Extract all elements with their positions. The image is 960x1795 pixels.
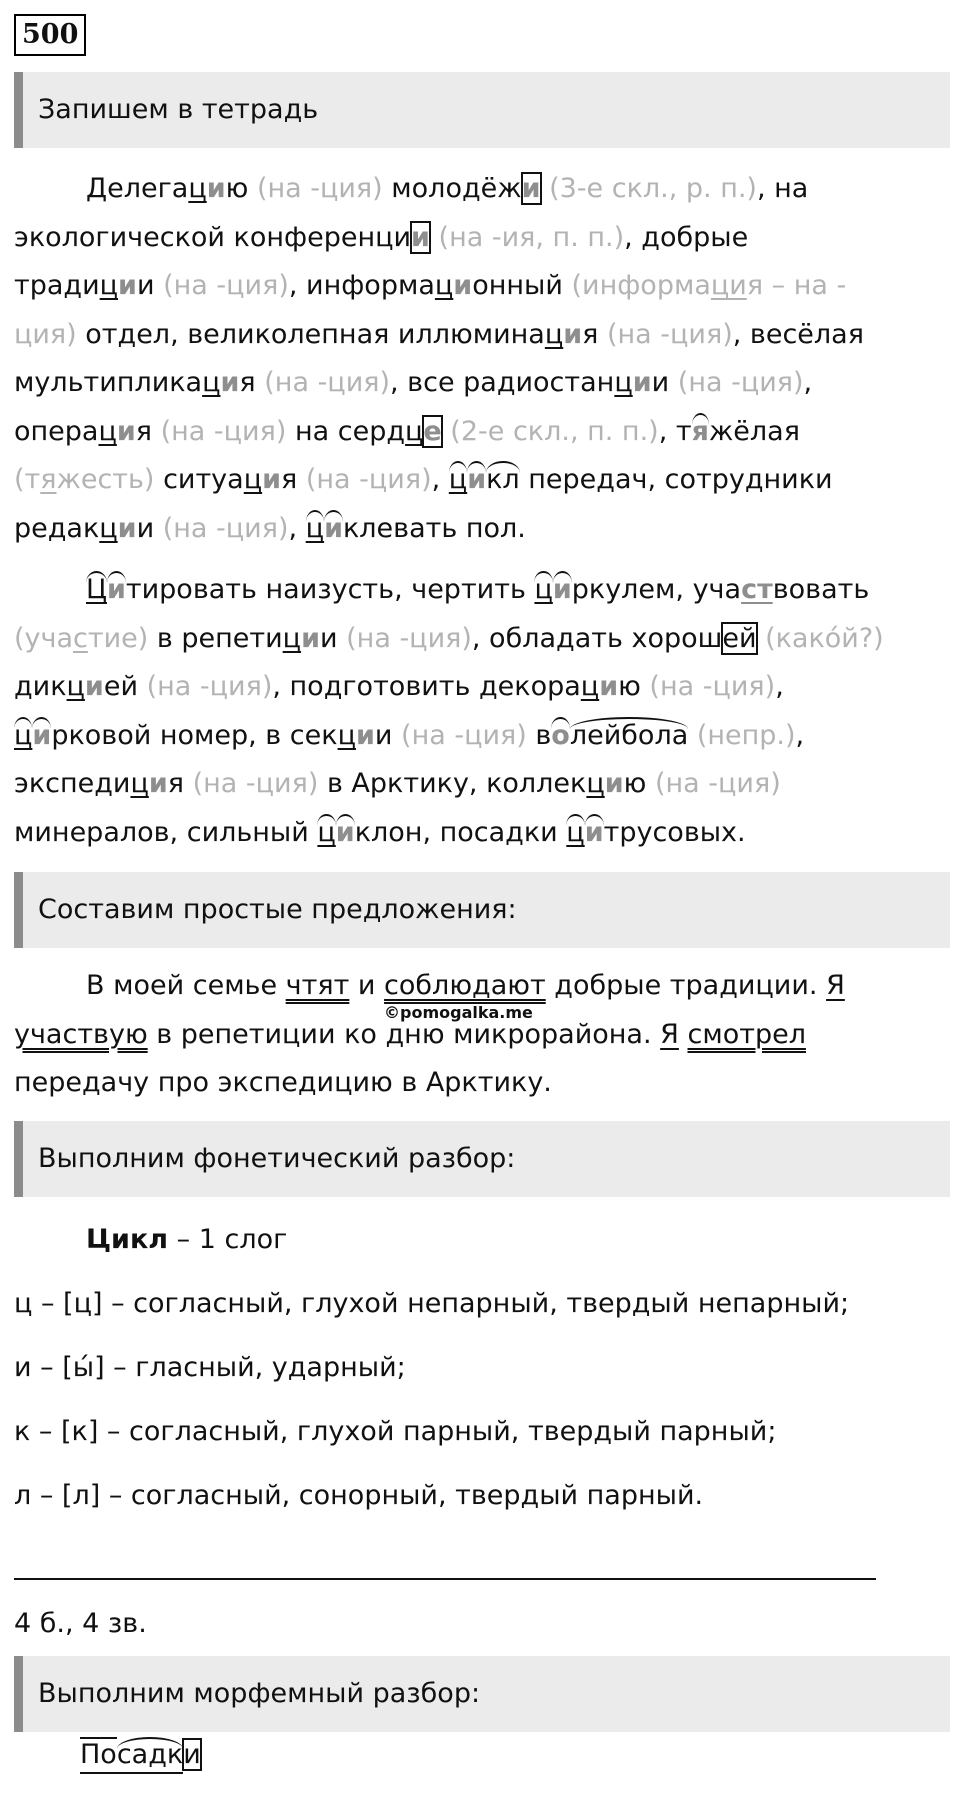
section-header-sentences: Составим простые предложения: [14, 872, 950, 948]
phonetic-summary: 4 б., 4 зв. [14, 1608, 147, 1639]
section-header-morpheme: Выполним морфемный разбор: [14, 1656, 950, 1732]
sentences-paragraph: В моей семье чтят и соблюдают добрые традиции. Я участвую в репетиции ко дню микрорайона. Я смотрел передачу про экспедицию в Арктику. [14, 970, 845, 1098]
subject: Я [660, 1018, 679, 1050]
subject: Я [826, 970, 845, 1001]
phonetic-row: л – [л] – согласный, сонорный, твердый парный. [14, 1480, 704, 1511]
predicate: соблюдают [384, 970, 546, 1001]
paragraph-1: Делегацию (на -ция) молодёжи (3-е скл., р. п.), на экологической конференции (на -ия, п. п.), добрые традиции (на -ция), информационный (информация – на - ция) отдел, великолепная иллюминация (на -ция), весёлая мультипликация (на -ция), все радиостанции (на -ция), операция (на -ция) на сердце (2-е скл., п. п.), тяжёлая (тяжесть) ситуация (на -ция), цикл передач, сотрудники редакции (на -ция), циклевать пол. [14, 173, 864, 544]
section-header-notebook: Запишем в тетрадь [14, 72, 950, 148]
phonetic-word: Цикл [86, 1224, 169, 1255]
watermark: ©pomogalka.me [384, 1003, 533, 1022]
ending: и [183, 1739, 201, 1770]
exercise-number: 500 [14, 14, 86, 56]
root: садк [116, 1739, 184, 1770]
predicate: участвую [14, 1018, 148, 1050]
phonetic-row: ц – [ц] – согласный, глухой непарный, твердый непарный; [14, 1288, 850, 1319]
prefix: По [80, 1739, 117, 1770]
predicate: чтят [285, 970, 350, 1001]
morpheme-word [80, 1735, 201, 1775]
phonetic-row: к – [к] – согласный, глухой парный, твердый парный; [14, 1416, 777, 1447]
phonetic-row: и – [ы́] – гласный, ударный; [14, 1352, 406, 1383]
predicate: смотрел [687, 1018, 806, 1050]
divider-line [14, 1578, 876, 1580]
phonetic-word-line: Цикл – 1 слог [86, 1224, 288, 1255]
word-stem [80, 1739, 183, 1774]
paragraph-2: Цитировать наизусть, чертить циркулем, участвовать (участие) в репетиции (на -ция), обладать хорошей (какóй?) дикцией (на -ция), подготовить декорацию (на -ция), цирковой номер, в секции (на -ция) волейбола (непр.), экспедиция (на -ция) в Арктику, коллекцию (на -ция) минералов, сильный циклон, посадки цитрусовых. [14, 566, 944, 857]
section-header-phonetic: Выполним фонетический разбор: [14, 1121, 950, 1197]
